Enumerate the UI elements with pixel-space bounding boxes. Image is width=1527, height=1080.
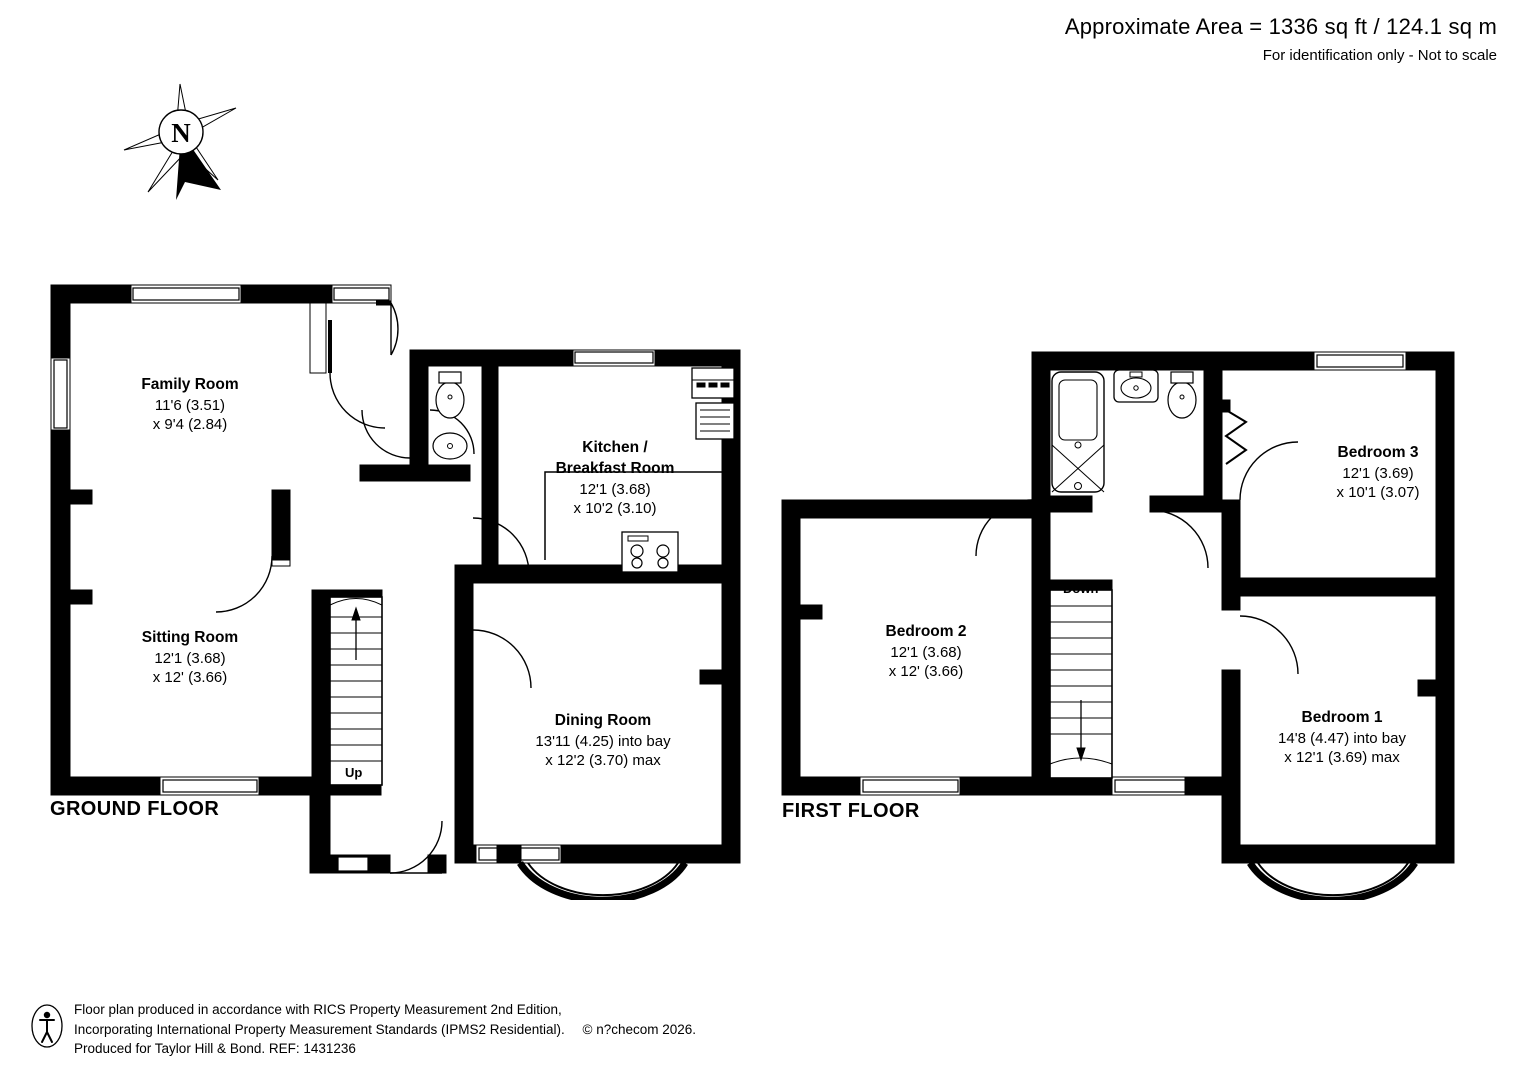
footer-line-2: [74, 1020, 696, 1040]
room-label-family-room: Family Room 11'6 (3.51) x 9'4 (2.84): [141, 376, 239, 434]
footer-copyright: © n?checom 2026.: [582, 1021, 697, 1037]
header-area-info: [1065, 14, 1497, 64]
room-label-sitting-room: Sitting Room 12'1 (3.68) x 12' (3.66): [141, 629, 239, 687]
svg-text:N: N: [171, 118, 191, 148]
footer-line-2a: Incorporating International Property Measurement Standards (IPMS2 Residential).: [74, 1021, 565, 1037]
approximate-area-text: Approximate Area = 1336 sq ft / 124.1 sq m: [1064, 14, 1497, 39]
room-label-bedroom-1: Bedroom 1 14'8 (4.47) into bay x 12'1 (3.69) max: [1278, 709, 1406, 767]
accessibility-person-icon: [30, 1004, 64, 1048]
north-compass-icon: [118, 72, 248, 207]
ground-floor-label: GROUND FLOOR: [50, 798, 220, 820]
room-label-kitchen-breakfast-room: Kitchen / Breakfast Room 12'1 (3.68) x 10'2 (3.10): [555, 439, 675, 517]
room-label-bedroom-2: Bedroom 2 12'1 (3.68) x 12' (3.66): [885, 623, 967, 681]
footer-line-3: Produced for Taylor Hill & Bond. REF: 1431236: [74, 1041, 356, 1057]
room-label-bedroom-3: Bedroom 3 12'1 (3.69) x 10'1 (3.07): [1336, 444, 1420, 502]
stairs-down-label: Down: [1063, 581, 1099, 596]
room-label-dining-room: Dining Room 13'11 (4.25) into bay x 12'2 (3.70) max: [535, 712, 671, 770]
stairs-up-label: Up: [345, 765, 363, 780]
first-floor-label: FIRST FLOOR: [782, 800, 920, 822]
scale-disclaimer-text: For identification only - Not to scale: [1262, 47, 1497, 64]
footer-line-1: Floor plan produced in accordance with RICS Property Measurement 2nd Edition,: [74, 1002, 562, 1017]
